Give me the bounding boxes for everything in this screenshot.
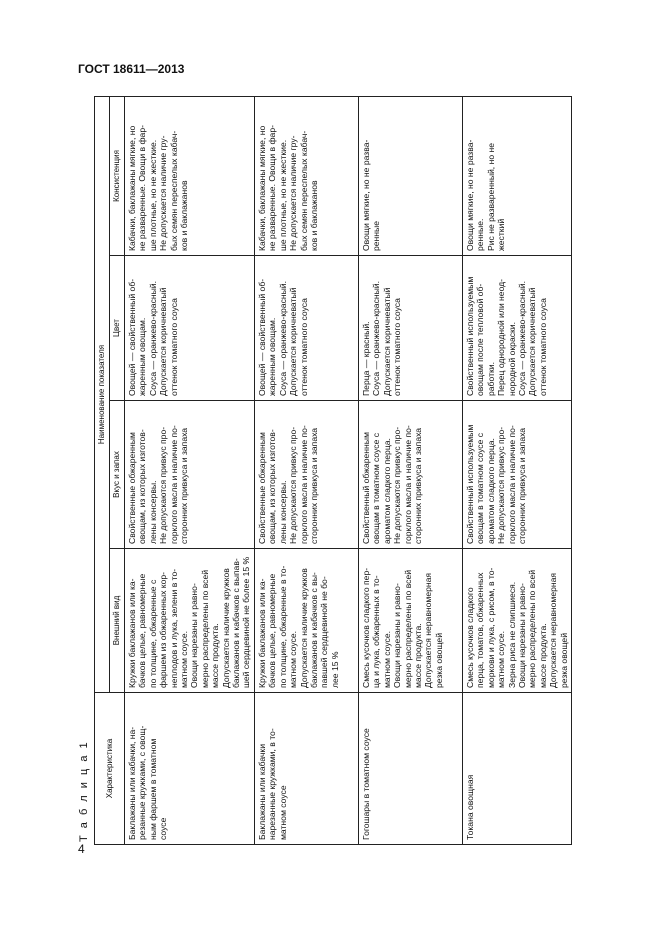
cell-text-line: матном соусе. [381, 631, 392, 688]
cell-text-line: Кабачки, баклажаны мягкие, но [256, 125, 267, 251]
cell-text-line: Допускается коричневатый [158, 287, 169, 396]
cell-text-line: бачков целые, равномерные [267, 573, 278, 688]
cell-text-line: фаршем из обжаренных кор- [158, 571, 169, 688]
cell-text-line: ренные [371, 220, 382, 251]
table-row [254, 96, 358, 844]
cell-text-line: ше плотные, но не жесткие. [147, 139, 158, 251]
cell-text-line: Допускается неравномерная [423, 572, 434, 688]
cell-text-line: лены консервы. [277, 480, 288, 544]
cell-text-line: Овощи нарезаны и равно- [189, 583, 200, 688]
cell-text-line: массе продукта. [412, 623, 423, 688]
cell-text-line: Свойственный используемым [464, 276, 475, 396]
cell-consistency [358, 96, 462, 255]
cell-text-line: оттенок томатного соуса [168, 298, 179, 396]
cell-text-line: бых семян переспелых кабач- [298, 130, 309, 251]
cell-text-line: матном соусе. [179, 631, 190, 688]
cell-text-line: Зерна риса не слипшиеся. [506, 581, 517, 688]
cell-text-line: матном соусе [277, 785, 288, 840]
cell-text-line: мерно распределены по всей [199, 569, 210, 688]
cell-text-line: Овощи нарезаны и равно- [392, 583, 403, 688]
cell-text-line: горклого масла и наличие по- [506, 425, 517, 544]
cell-text-line: не разваренные. Овощи в фар- [267, 125, 278, 251]
cell-text-line: мерно распределены по всей [527, 569, 538, 688]
cell-text-line: Допускается коричневатый [288, 287, 299, 396]
cell-text-line: ца и лука, обжаренных в то- [371, 575, 382, 688]
cell-text-line: Кабачки, баклажаны мягкие, но [127, 125, 137, 251]
cell-text-line: Овощи мягкие, но не разва- [360, 139, 371, 251]
cell-text-line: сторонних привкуса и запаха [412, 427, 423, 544]
cell-text-line: бачков целые, равномерные [137, 573, 148, 688]
header-color: Цвет [110, 256, 125, 401]
cell-text-line: матном соусе. [288, 631, 299, 688]
cell-taste [462, 401, 571, 549]
cell-text-line: матном соусе. [496, 631, 507, 688]
cell-appearance [254, 549, 358, 693]
cell-text-line: жесткий [496, 218, 507, 251]
cell-text-line: Не допускаются привкус про- [158, 426, 169, 544]
cell-text-line: Овощи мягкие, но не разва- [464, 139, 475, 251]
cell-text-line: массе продукта. [210, 623, 221, 688]
cell-text-line: Токана овощная [464, 774, 475, 840]
cell-text-line: Перца — красный. [360, 321, 371, 396]
header-characteristic: Характеристика [95, 693, 125, 845]
cell-taste [254, 401, 358, 549]
table-caption: Т а б л и ц а 1 [78, 740, 90, 842]
cell-text-line: овощам, из которых изготов- [267, 429, 278, 544]
cell-text-line: Соуса — оранжево-красный. [147, 281, 158, 396]
cell-text-line: оттенок томатного соуса [537, 298, 548, 396]
cell-text-line: Соуса — оранжево-красный. [371, 281, 382, 396]
cell-text-line: Свойственные обжаренным [256, 432, 267, 544]
cell-consistency [125, 96, 255, 255]
cell-text-line: оттенок томатного соуса [392, 298, 403, 396]
cell-text-line: баклажанов и кабачков с выпав- [231, 558, 242, 688]
cell-text-line: массе продукта. [537, 623, 548, 688]
cell-name [254, 693, 358, 845]
cell-text-line: моркови и лука, с рисом, в то- [485, 567, 496, 688]
cell-text-line: ше плотные, но не жесткие. [277, 139, 288, 251]
cell-text-line: ренные. [475, 218, 486, 251]
cell-text-line: неплодов и лука, зелени в то- [168, 568, 179, 688]
cell-text-line: Допускается коричневатый [381, 287, 392, 396]
cell-text-line: Овощи нарезаны и равно- [516, 583, 527, 688]
cell-text-line: горклого масла и наличие по- [168, 425, 179, 544]
cell-color [358, 256, 462, 401]
cell-text-line: по толщине, обжаренные в то- [277, 565, 288, 688]
cell-taste [125, 401, 255, 549]
cell-text-line: Свойственный используемым [464, 424, 475, 544]
header-appearance: Внешний вид [110, 549, 125, 693]
table-row [358, 96, 462, 844]
header-taste: Вкус и запах [110, 401, 125, 549]
cell-text-line: Кружки баклажанов или ка- [127, 578, 137, 688]
cell-text-line: сторонних привкуса и запаха [179, 427, 190, 544]
cell-text-line: сторонних привкуса и запаха [516, 427, 527, 544]
cell-text-line: Баклажаны или кабачки, на- [127, 726, 137, 840]
cell-text-line: Допускается наличие кружков [220, 568, 231, 688]
cell-taste [358, 401, 462, 549]
rotated-table-wrapper [94, 97, 569, 845]
cell-text-line: резка овощей [433, 632, 444, 688]
cell-text-line: павшей сердцевиной не бо- [319, 576, 330, 688]
cell-color [462, 256, 571, 401]
cell-text-line: Смесь кусочков сладкого [464, 587, 475, 688]
cell-text-line: соусе [158, 817, 169, 840]
cell-color [254, 256, 358, 401]
document-title: ГОСТ 18611—2013 [78, 62, 185, 76]
cell-appearance [358, 549, 462, 693]
cell-text-line: лены консервы. [147, 480, 158, 544]
cell-text-line: ков и баклажанов [308, 180, 319, 251]
cell-text-line: Свойственные обжаренным [127, 432, 137, 544]
cell-text-line: Баклажаны или кабачки [256, 744, 267, 840]
cell-text-line: жаренным овощам. [137, 317, 148, 396]
cell-text-line: Овощей — свойственный об- [127, 278, 137, 396]
cell-text-line: Не допускаются привкус про- [496, 426, 507, 544]
cell-text-line: Не допускается наличие гру- [158, 135, 169, 251]
cell-consistency [462, 96, 571, 255]
cell-text-line: Не допускаются привкус про- [288, 426, 299, 544]
cell-text-line: Кружки баклажанов или ка- [256, 578, 267, 688]
cell-text-line: по толщине, обжаренные с [147, 579, 158, 688]
cell-text-line: Свойственный обжаренным [360, 432, 371, 544]
cell-text-line: не разваренные. Овощи в фар- [137, 125, 148, 251]
header-indicator-group: Наименование показателя [95, 96, 110, 692]
cell-text-line: бых семян переспелых кабач- [168, 130, 179, 251]
cell-text-line: овощам в томатном соусе с [371, 432, 382, 544]
cell-appearance [462, 549, 571, 693]
cell-text-line: ным фаршем в томатном [147, 738, 158, 840]
cell-name [358, 693, 462, 845]
cell-name [462, 693, 571, 845]
cell-text-line: Гогошары в томатном соусе [360, 728, 371, 840]
table-row [462, 96, 571, 844]
cell-text-line: Допускается неравномерная [548, 572, 559, 688]
header-consistency: Консистенция [110, 96, 125, 255]
cell-text-line: нарезанные кружками, в то- [267, 728, 278, 840]
cell-text-line: резка овощей [558, 632, 569, 688]
cell-text-line: Смесь кусочков сладкого пер- [360, 567, 371, 688]
cell-text-line: Перец однородной или неод- [496, 278, 507, 396]
table-row [125, 96, 255, 844]
cell-name [125, 693, 255, 845]
cell-text-line: нородной окраски. [506, 322, 517, 396]
cell-text-line: оттенок томатного соуса [298, 298, 309, 396]
cell-text-line: шей сердцевиной не более 15 % [241, 556, 252, 688]
cell-text-line: Соуса — оранжево-красный. [516, 281, 527, 396]
cell-text-line: Допускается наличие кружков [298, 568, 309, 688]
cell-text-line: Соуса — оранжево-красный. [277, 281, 288, 396]
cell-text-line: овощам, из которых изготов- [137, 429, 148, 544]
cell-text-line: овощам в томатном соусе с [475, 432, 486, 544]
cell-text-line: ков и баклажанов [179, 180, 190, 251]
page-number: 4 [78, 842, 85, 856]
cell-text-line: работки. [485, 362, 496, 396]
cell-text-line: горклого масла и наличие по- [402, 425, 413, 544]
table-body [125, 96, 572, 844]
cell-text-line: баклажанов и кабачков с вы- [308, 572, 319, 688]
cell-text-line: резанные кружками, с овощ- [137, 725, 148, 840]
cell-text-line: ароматом сладкого перца. [381, 438, 392, 544]
cell-color [125, 256, 255, 401]
cell-text-line: жаренным овощам. [267, 317, 278, 396]
cell-text-line: Не допускается наличие гру- [288, 135, 299, 251]
cell-text-line: Овощей — свойственный об- [256, 278, 267, 396]
cell-text-line: сторонних привкуса и запаха [308, 427, 319, 544]
cell-text-line: ароматом сладкого перца. [485, 438, 496, 544]
quality-table [94, 96, 572, 845]
cell-text-line: мерно распределены по всей [402, 569, 413, 688]
cell-text-line: лее 15 % [329, 651, 340, 688]
cell-text-line: овощам после тепловой об- [475, 283, 486, 396]
cell-text-line: Допускается коричневатый [527, 287, 538, 396]
cell-consistency [254, 96, 358, 255]
cell-text-line: Рис не разваренный, но не [485, 142, 496, 251]
cell-text-line: перца, томатов, обжаренных [475, 572, 486, 688]
cell-text-line: горклого масла и наличие по- [298, 425, 309, 544]
cell-text-line: Не допускаются привкус про- [392, 426, 403, 544]
cell-appearance [125, 549, 255, 693]
